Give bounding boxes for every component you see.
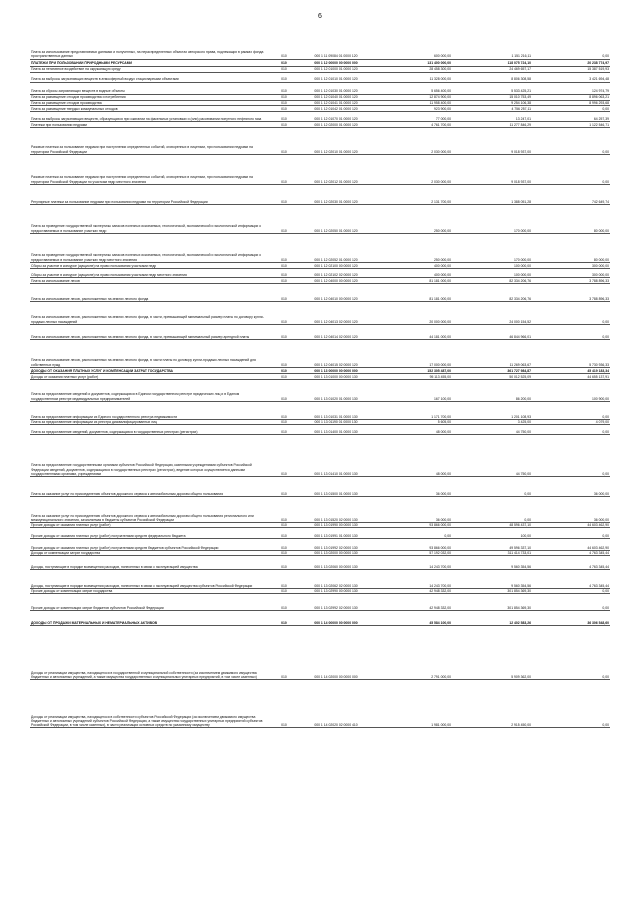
table-row [30,204,610,233]
row-approved-amount: 5 605,00 [372,419,452,424]
row-name: ДОХОДЫ ОТ ОКАЗАНИЯ ПЛАТНЫХ УСЛУГ И КОМПЕНСАЦИИ ЗАТРАТ ГОСУДАРСТВА [30,367,268,373]
row-budget-code: 000 1 13 01500 01 0000 130 [300,476,372,496]
row-unexecuted-amount: 100 900,00 [532,379,610,401]
row-line-code: 010 [268,59,300,66]
row-executed-amount: 50 012 525,09 [452,373,532,379]
row-budget-code: 000 1 11 09084 01 0000 120 [300,44,372,59]
row-budget-code: 000 1 12 02000 01 0000 120 [300,121,372,127]
row-approved-amount: 20 000 000,00 [372,301,452,324]
row-approved-amount: 57 192 032,00 [372,550,452,555]
row-line-code: 010 [268,569,300,588]
row-approved-amount: 17 000 000,00 [372,339,452,367]
row-budget-code: 000 1 13 02990 00 0000 130 [300,588,372,593]
row-executed-amount: 86 200,00 [452,379,532,401]
row-executed-amount: 100 000,00 [452,262,532,268]
row-line-code: 010 [268,324,300,339]
row-unexecuted-amount: 4 763 345,44 [532,555,610,569]
row-budget-code: 000 1 13 02992 02 0000 130 [300,593,372,610]
row-executed-amount: 82 334 206,76 [452,277,532,283]
row-name: Плата за предоставление сведений и документов, содержащихся в Едином государственном реестре юридических лиц и в Едином государственном реестре индивидуальных предпринимателей [30,379,268,401]
row-unexecuted-amount: 36 306 548,60 [532,610,610,625]
row-name: Плата за размещение отходов производства и потребления [30,94,268,100]
row-budget-code: 000 1 13 02062 02 0000 130 [300,569,372,588]
row-unexecuted-amount: 3 788 896,33 [532,283,610,301]
row-budget-code: 000 1 12 04010 00 0000 120 [300,283,372,301]
table-row [30,66,610,72]
row-approved-amount: 2 030 000,00 [372,127,452,154]
row-line-code: 010 [268,111,300,121]
row-name: ПЛАТЕЖИ ПРИ ПОЛЬЗОВАНИИ ПРИРОДНЫМИ РЕСУРСАМИ [30,59,268,66]
row-budget-code: 000 1 12 01040 01 0000 120 [300,94,372,100]
row-unexecuted-amount: 0,00 [532,679,610,727]
table-row [30,339,610,367]
row-line-code: 010 [268,593,300,610]
row-approved-amount: 28 458 300,00 [372,66,452,72]
row-line-code: 010 [268,268,300,277]
row-unexecuted-amount: 8 896 063,21 [532,94,610,100]
row-line-code: 010 [268,367,300,373]
row-budget-code: 000 1 13 02060 00 0000 130 [300,555,372,569]
table-row [30,419,610,424]
row-executed-amount: 100,00 [452,527,532,538]
row-executed-amount: 9 018 937,00 [452,154,532,184]
row-executed-amount: 2 915 450,00 [452,679,532,727]
row-name: Плата за использование лесов, расположенных на землях лесного фонда [30,283,268,301]
row-executed-amount: 13 247,01 [452,111,532,121]
row-executed-amount: 311 414 733,01 [452,550,532,555]
row-approved-amount: 600 000,00 [372,44,452,59]
row-executed-amount: 100 000,00 [452,268,532,277]
row-unexecuted-amount: 0,00 [532,424,610,434]
row-approved-amount: 14 243 700,00 [372,569,452,588]
row-executed-amount: 44 750,00 [452,424,532,434]
table-row [30,679,610,727]
row-unexecuted-amount: 0,00 [532,301,610,324]
row-line-code: 010 [268,419,300,424]
row-approved-amount: 93 866 000,00 [372,522,452,527]
row-executed-amount: 1 388 051,28 [452,184,532,204]
row-budget-code: 000 1 13 01400 01 0000 130 [300,424,372,434]
row-unexecuted-amount: 80 000,00 [532,233,610,262]
row-name: Прочие доходы от компенсации затрат бюджетов субъектов Российской Федерации [30,593,268,610]
table-row [30,379,610,401]
row-name: Доходы, поступающие в порядке возмещения расходов, понесенных в связи с эксплуатацией имущества субъектов Российской Федерации [30,569,268,588]
row-unexecuted-amount: 0,00 [532,401,610,419]
row-budget-code: 000 1 12 04000 00 0000 120 [300,277,372,283]
table-row [30,154,610,184]
row-name: Плата за предоставление информации из Единого государственного реестра недвижимости [30,401,268,419]
row-executed-amount: 5 909 362,00 [452,625,532,679]
row-approved-amount: 167 100,00 [372,379,452,401]
row-unexecuted-amount: 742 649,74 [532,184,610,204]
row-budget-code: 000 1 12 02102 02 0000 120 [300,268,372,277]
row-name: Прочие доходы от оказания платных услуг (работ) получателями средств федерального бюджета [30,527,268,538]
row-approved-amount: 152 305 487,00 [372,367,452,373]
row-name: Доходы от оказания платных услуг (работ) [30,373,268,379]
row-approved-amount: 923 900,00 [372,105,452,111]
row-executed-amount: 5 533 425,21 [452,82,532,94]
table-row [30,44,610,59]
row-budget-code: 000 1 14 02020 02 0000 410 [300,679,372,727]
row-executed-amount: 24 000 154,52 [452,301,532,324]
row-approved-amount: 36 000,00 [372,476,452,496]
row-line-code: 010 [268,127,300,154]
row-unexecuted-amount: 4 079,00 [532,419,610,424]
row-approved-amount: 0,00 [372,527,452,538]
table-row [30,424,610,434]
row-line-code: 010 [268,373,300,379]
row-approved-amount: 131 400 000,00 [372,59,452,66]
table-row [30,569,610,588]
row-unexecuted-amount: 0,00 [532,154,610,184]
table-row [30,625,610,679]
table-row [30,111,610,121]
row-line-code: 010 [268,301,300,324]
row-approved-amount: 12 874 900,00 [372,94,452,100]
row-name: Плата за размещение отходов производства [30,100,268,105]
row-executed-amount: 15 010 753,49 [452,94,532,100]
row-line-code: 010 [268,44,300,59]
row-approved-amount: 81 181 000,00 [372,283,452,301]
table-row [30,610,610,625]
row-unexecuted-amount: 44 603 462,90 [532,522,610,527]
row-unexecuted-amount: 5 730 936,33 [532,339,610,367]
row-approved-amount: 2 030 000,00 [372,154,452,184]
row-line-code: 010 [268,496,300,522]
row-executed-amount: 301 854 369,30 [452,593,532,610]
row-line-code: 010 [268,625,300,679]
row-name: Плата за использование лесов, расположенных на землях лесного фонда, в части, превышающей минимальный размер арендной платы [30,324,268,339]
row-unexecuted-amount: 0,00 [532,588,610,593]
row-executed-amount: 49 596 337,10 [452,538,532,550]
row-executed-amount: 9 018 937,00 [452,127,532,154]
table-row [30,324,610,339]
row-executed-amount: 12 402 583,26 [452,610,532,625]
row-executed-amount: 1 151 216,11 [452,44,532,59]
row-budget-code: 000 1 13 02000 00 0000 130 [300,550,372,555]
row-approved-amount: 1 171 700,00 [372,401,452,419]
table-row [30,401,610,419]
row-line-code: 010 [268,82,300,94]
row-name: Плата за использование лесов, расположенных на землях лесного фонда, в части, превышающей минимальный размер платы по договору купли-продажи лесных насаждений [30,301,268,324]
row-executed-amount: 170 000,00 [452,204,532,233]
row-budget-code: 000 1 13 01992 02 0000 130 [300,538,372,550]
row-unexecuted-amount: 0,00 [532,105,610,111]
row-approved-amount: 77 000,00 [372,111,452,121]
row-unexecuted-amount: 4 763 345,44 [532,550,610,555]
row-budget-code: 000 1 12 02100 00 0000 120 [300,262,372,268]
row-budget-code: 000 1 12 01010 01 0000 120 [300,72,372,82]
row-approved-amount: 45 584 100,00 [372,610,452,625]
row-line-code: 010 [268,105,300,111]
row-line-code: 010 [268,476,300,496]
table-row [30,555,610,569]
row-executed-amount: 44 750,00 [452,434,532,476]
row-name: Прочие доходы от оказания платных услуг (работ) получателями средств бюджетов субъектов Российской Федерации [30,538,268,550]
table-row [30,72,610,82]
table-row [30,82,610,94]
row-line-code: 010 [268,121,300,127]
row-budget-code: 000 1 13 01991 01 0000 130 [300,527,372,538]
table-row [30,262,610,268]
row-name: Плата за использование представляемых данными и полученных, на нераспределенных объектах авторского права, подлежащих в рамках фонда пространственных данных [30,44,268,59]
row-unexecuted-amount: 0,00 [532,434,610,476]
row-name: Плата за негативное воздействие на окружающую среду [30,66,268,72]
row-unexecuted-amount: 0,00 [532,527,610,538]
row-line-code: 010 [268,679,300,727]
row-line-code: 010 [268,262,300,268]
row-unexecuted-amount: 300 000,00 [532,268,610,277]
row-budget-code: 000 1 13 01990 00 0000 130 [300,522,372,527]
row-unexecuted-amount: 0,00 [532,44,610,59]
row-executed-amount: 11 277 846,29 [452,121,532,127]
row-executed-amount: 11 269 063,67 [452,339,532,367]
row-budget-code: 000 1 12 04014 02 0000 120 [300,324,372,339]
row-line-code: 010 [268,588,300,593]
row-line-code: 010 [268,424,300,434]
table-row [30,127,610,154]
row-executed-amount: 170 000,00 [452,233,532,262]
row-unexecuted-amount: 3 788 896,33 [532,277,610,283]
row-approved-amount: 48 000,00 [372,424,452,434]
row-line-code: 010 [268,555,300,569]
row-unexecuted-amount: 64 257,39 [532,111,610,121]
row-budget-code: 000 1 12 01030 01 0000 120 [300,82,372,94]
row-line-code: 010 [268,401,300,419]
row-executed-amount: 0,00 [452,476,532,496]
row-unexecuted-amount: 0,00 [532,593,610,610]
row-budget-code: 000 1 13 01520 02 0000 130 [300,496,372,522]
row-name: Плата за проведение государственной экспертизы запасов полезных ископаемых, геологической, экономической и экологической информации о предоставляемых в пользование участках недр местного значения [30,233,268,262]
row-approved-amount: 81 181 000,00 [372,277,452,283]
row-unexecuted-amount: 4 763 345,44 [532,569,610,588]
row-budget-code: 000 1 12 02052 01 0000 120 [300,233,372,262]
row-name: Доходы, поступающие в порядке возмещения расходов, понесенных в связи с эксплуатацией имущества [30,555,268,569]
row-name: Доходы от компенсации затрат государства [30,550,268,555]
table-row [30,434,610,476]
row-executed-amount: 0,00 [452,496,532,522]
row-approved-amount: 400 000,00 [372,262,452,268]
row-unexecuted-amount: 0,00 [532,625,610,679]
row-unexecuted-amount: 20 238 774,97 [532,59,610,66]
row-name: Плата за предоставление государственными органами субъектов Российской Федерации, казенными учреждениями субъектов Российской Федерации сведений, документов, содержащихся в государственных реестрах (регистрах), ведение которых осуществляется данными государственными органами, учреждениями [30,434,268,476]
row-line-code: 010 [268,434,300,476]
row-unexecuted-amount: 80 000,00 [532,204,610,233]
row-budget-code: 000 1 12 00000 00 0000 000 [300,59,372,66]
row-unexecuted-amount: 15 387 519,93 [532,66,610,72]
row-unexecuted-amount: 44 603 462,90 [532,538,610,550]
row-executed-amount: 24 469 657,17 [452,66,532,72]
row-executed-amount: 48 596 437,10 [452,522,532,527]
row-approved-amount: 250 000,00 [372,204,452,233]
income-report-table [30,44,610,728]
row-approved-amount: 36 000,00 [372,496,452,522]
row-name: Прочие доходы от компенсации затрат государства [30,588,268,593]
row-executed-amount: 3 425,00 [452,419,532,424]
table-row [30,59,610,66]
row-name: Плата за использование лесов, расположенных на землях лесного фонда, в части платы по договору купли-продажи лесных насаждений для собственных нужд [30,339,268,367]
row-unexecuted-amount: 124 974,79 [532,82,610,94]
row-budget-code: 000 1 12 02010 01 0000 120 [300,127,372,154]
row-name: Плата за использование лесов [30,277,268,283]
row-budget-code: 000 1 12 01042 01 0000 120 [300,105,372,111]
row-approved-amount: 14 243 700,00 [372,555,452,569]
row-name: Сборы за участие в конкурсе (аукционе) на право пользования участками недр [30,262,268,268]
row-name: Плата за выбросы загрязняющих веществ, образующихся при сжигании на факельных установках и (или) рассеивании попутного нефтяного газа [30,111,268,121]
row-approved-amount: 2 791 000,00 [372,625,452,679]
row-line-code: 010 [268,277,300,283]
row-name: Разовые платежи за пользование недрами при наступлении определенных событий, оговоренных в лицензии, при пользовании недрами на территории Российской Федерации по участкам недр местного значения [30,154,268,184]
row-approved-amount: 400 000,00 [372,268,452,277]
row-line-code: 010 [268,72,300,82]
row-approved-amount: 5 656 400,00 [372,82,452,94]
table-row [30,184,610,204]
row-budget-code: 000 1 12 02050 01 0000 120 [300,204,372,233]
row-unexecuted-amount: 8 996 293,68 [532,100,610,105]
row-budget-code: 000 1 14 02000 00 0000 000 [300,625,372,679]
row-line-code: 010 [268,233,300,262]
row-approved-amount: 42 948 332,00 [372,593,452,610]
row-line-code: 010 [268,283,300,301]
row-name: Плата за сбросы загрязняющих веществ в водные объекты [30,82,268,94]
row-executed-amount: 8 806 308,58 [452,72,532,82]
table-row [30,301,610,324]
row-executed-amount: 9 254 106,38 [452,100,532,105]
row-line-code: 010 [268,550,300,555]
table-row [30,283,610,301]
table-row [30,367,610,373]
row-name: Плата за предоставление информации из реестра дисквалифицированных лиц [30,419,268,424]
row-budget-code: 000 1 13 01031 01 0000 130 [300,401,372,419]
table-row [30,94,610,100]
row-executed-amount: 301 854 369,30 [452,588,532,593]
page-number: 6 [318,13,322,20]
table-row [30,538,610,550]
row-approved-amount: 95 113 455,00 [372,373,452,379]
row-budget-code: 000 1 13 01000 00 0000 130 [300,373,372,379]
row-approved-amount: 93 866 000,00 [372,538,452,550]
row-line-code: 010 [268,527,300,538]
row-approved-amount: 2 131 700,00 [372,184,452,204]
row-unexecuted-amount: 36 000,00 [532,476,610,496]
row-name: Прочие доходы от оказания платных услуг (работ) [30,522,268,527]
row-line-code: 010 [268,66,300,72]
row-budget-code: 000 1 12 01070 01 0000 120 [300,111,372,121]
row-budget-code: 000 1 12 02012 01 0000 120 [300,154,372,184]
row-approved-amount: 4 761 700,00 [372,121,452,127]
table-row [30,476,610,496]
table-row [30,105,610,111]
row-executed-amount: 118 075 724,10 [452,59,532,66]
row-name: Регулярные платежи за пользование недрами при пользовании недрами на территории Российской Федерации [30,184,268,204]
row-executed-amount: 1 201 108,93 [452,401,532,419]
row-budget-code: 000 1 14 00000 00 0000 000 [300,610,372,625]
row-name: Разовые платежи за пользование недрами при наступлении определенных событий, оговоренных в лицензии, при пользовании недрами на территории Российской Федерации [30,127,268,154]
row-approved-amount: 11 328 000,00 [372,72,452,82]
row-line-code: 010 [268,94,300,100]
table-row [30,527,610,538]
row-budget-code: 000 1 12 01000 01 0000 120 [300,66,372,72]
row-approved-amount: 11 958 400,00 [372,100,452,105]
table-row [30,496,610,522]
row-name: Плата за размещение твердых коммунальных отходов [30,105,268,111]
row-unexecuted-amount: 36 000,00 [532,496,610,522]
row-budget-code: 000 1 13 01410 01 0000 130 [300,434,372,476]
row-approved-amount: 44 181 000,00 [372,324,452,339]
row-name: Плата за предоставление сведений, документов, содержащихся в государственных реестрах (регистрах) [30,424,268,434]
row-budget-code: 000 1 13 00000 00 0000 000 [300,367,372,373]
row-approved-amount: 250 000,00 [372,233,452,262]
row-name: Доходы от реализации имущества, находящегося в собственности субъектов Российской Федерации (за исключением движимого имущества бюджетных и автономных учреждений субъектов Российской Федерации, а также имущества государственных унитарных предприятий субъектов Российской Федерации, в том числе казенных), в части реализации основных средств по указанному имуществу [30,679,268,727]
row-approved-amount: 1 981 000,00 [372,679,452,727]
row-name: Платежи при пользовании недрами [30,121,268,127]
row-unexecuted-amount: 3 421 694,48 [532,72,610,82]
row-name: Плата за выбросы загрязняющих веществ в атмосферный воздух стационарными объектами [30,72,268,82]
row-unexecuted-amount: 0,00 [532,324,610,339]
row-name: Плата за оказание услуг по присоединению объектов дорожного сервиса к автомобильным дорогам общего пользования [30,476,268,496]
row-line-code: 010 [268,522,300,527]
row-approved-amount: 42 948 332,00 [372,588,452,593]
row-name: Сборы за участие в конкурсе (аукционе) на право пользования участками недр местного значения [30,268,268,277]
row-name: Плата за проведение государственной экспертизы запасов полезных ископаемых, геологической, экономической и экологической информации о предоставляемых в пользование участках недр [30,204,268,233]
row-line-code: 010 [268,610,300,625]
row-executed-amount: 4 756 257,11 [452,105,532,111]
table-row [30,268,610,277]
row-line-code: 010 [268,100,300,105]
row-budget-code: 000 1 12 01041 01 0000 120 [300,100,372,105]
table-row [30,593,610,610]
row-line-code: 010 [268,184,300,204]
row-budget-code: 000 1 13 01190 01 0000 130 [300,419,372,424]
row-executed-amount: 9 560 354,56 [452,569,532,588]
row-approved-amount: 48 000,00 [372,434,452,476]
row-executed-amount: 82 334 206,76 [452,283,532,301]
row-budget-code: 000 1 13 01020 01 0000 130 [300,379,372,401]
row-unexecuted-amount: 300 000,00 [532,262,610,268]
table-row [30,233,610,262]
row-unexecuted-amount: 0,00 [532,127,610,154]
row-line-code: 010 [268,379,300,401]
row-budget-code: 000 1 12 04015 02 0000 120 [300,339,372,367]
row-name: Доходы от реализации имущества, находящегося в государственной и муниципальной собственности (за исключением движимого имущества бюджетных и автономных учреждений, а также имущества государственных и муниципальных унитарных предприятий, в том числе казенных) [30,625,268,679]
row-unexecuted-amount: 44 655 137,91 [532,373,610,379]
row-unexecuted-amount: 1 122 546,71 [532,121,610,127]
row-executed-amount: 361 727 984,87 [452,367,532,373]
row-line-code: 010 [268,538,300,550]
row-name: Плата за оказание услуг по присоединению объектов дорожного сервиса к автомобильным дорогам общего пользования регионального или межмуниципального значения, зачисляемая в бюджеты субъектов Российской Федерации [30,496,268,522]
row-line-code: 010 [268,204,300,233]
row-name: ДОХОДЫ ОТ ПРОДАЖИ МАТЕРИАЛЬНЫХ И НЕМАТЕРИАЛЬНЫХ АКТИВОВ [30,610,268,625]
row-executed-amount: 9 560 354,56 [452,555,532,569]
row-line-code: 010 [268,154,300,184]
row-unexecuted-amount: 45 419 183,34 [532,367,610,373]
row-budget-code: 000 1 12 04013 02 0000 120 [300,301,372,324]
row-line-code: 010 [268,339,300,367]
row-budget-code: 000 1 12 02030 01 0000 120 [300,184,372,204]
row-executed-amount: 46 844 966,01 [452,324,532,339]
